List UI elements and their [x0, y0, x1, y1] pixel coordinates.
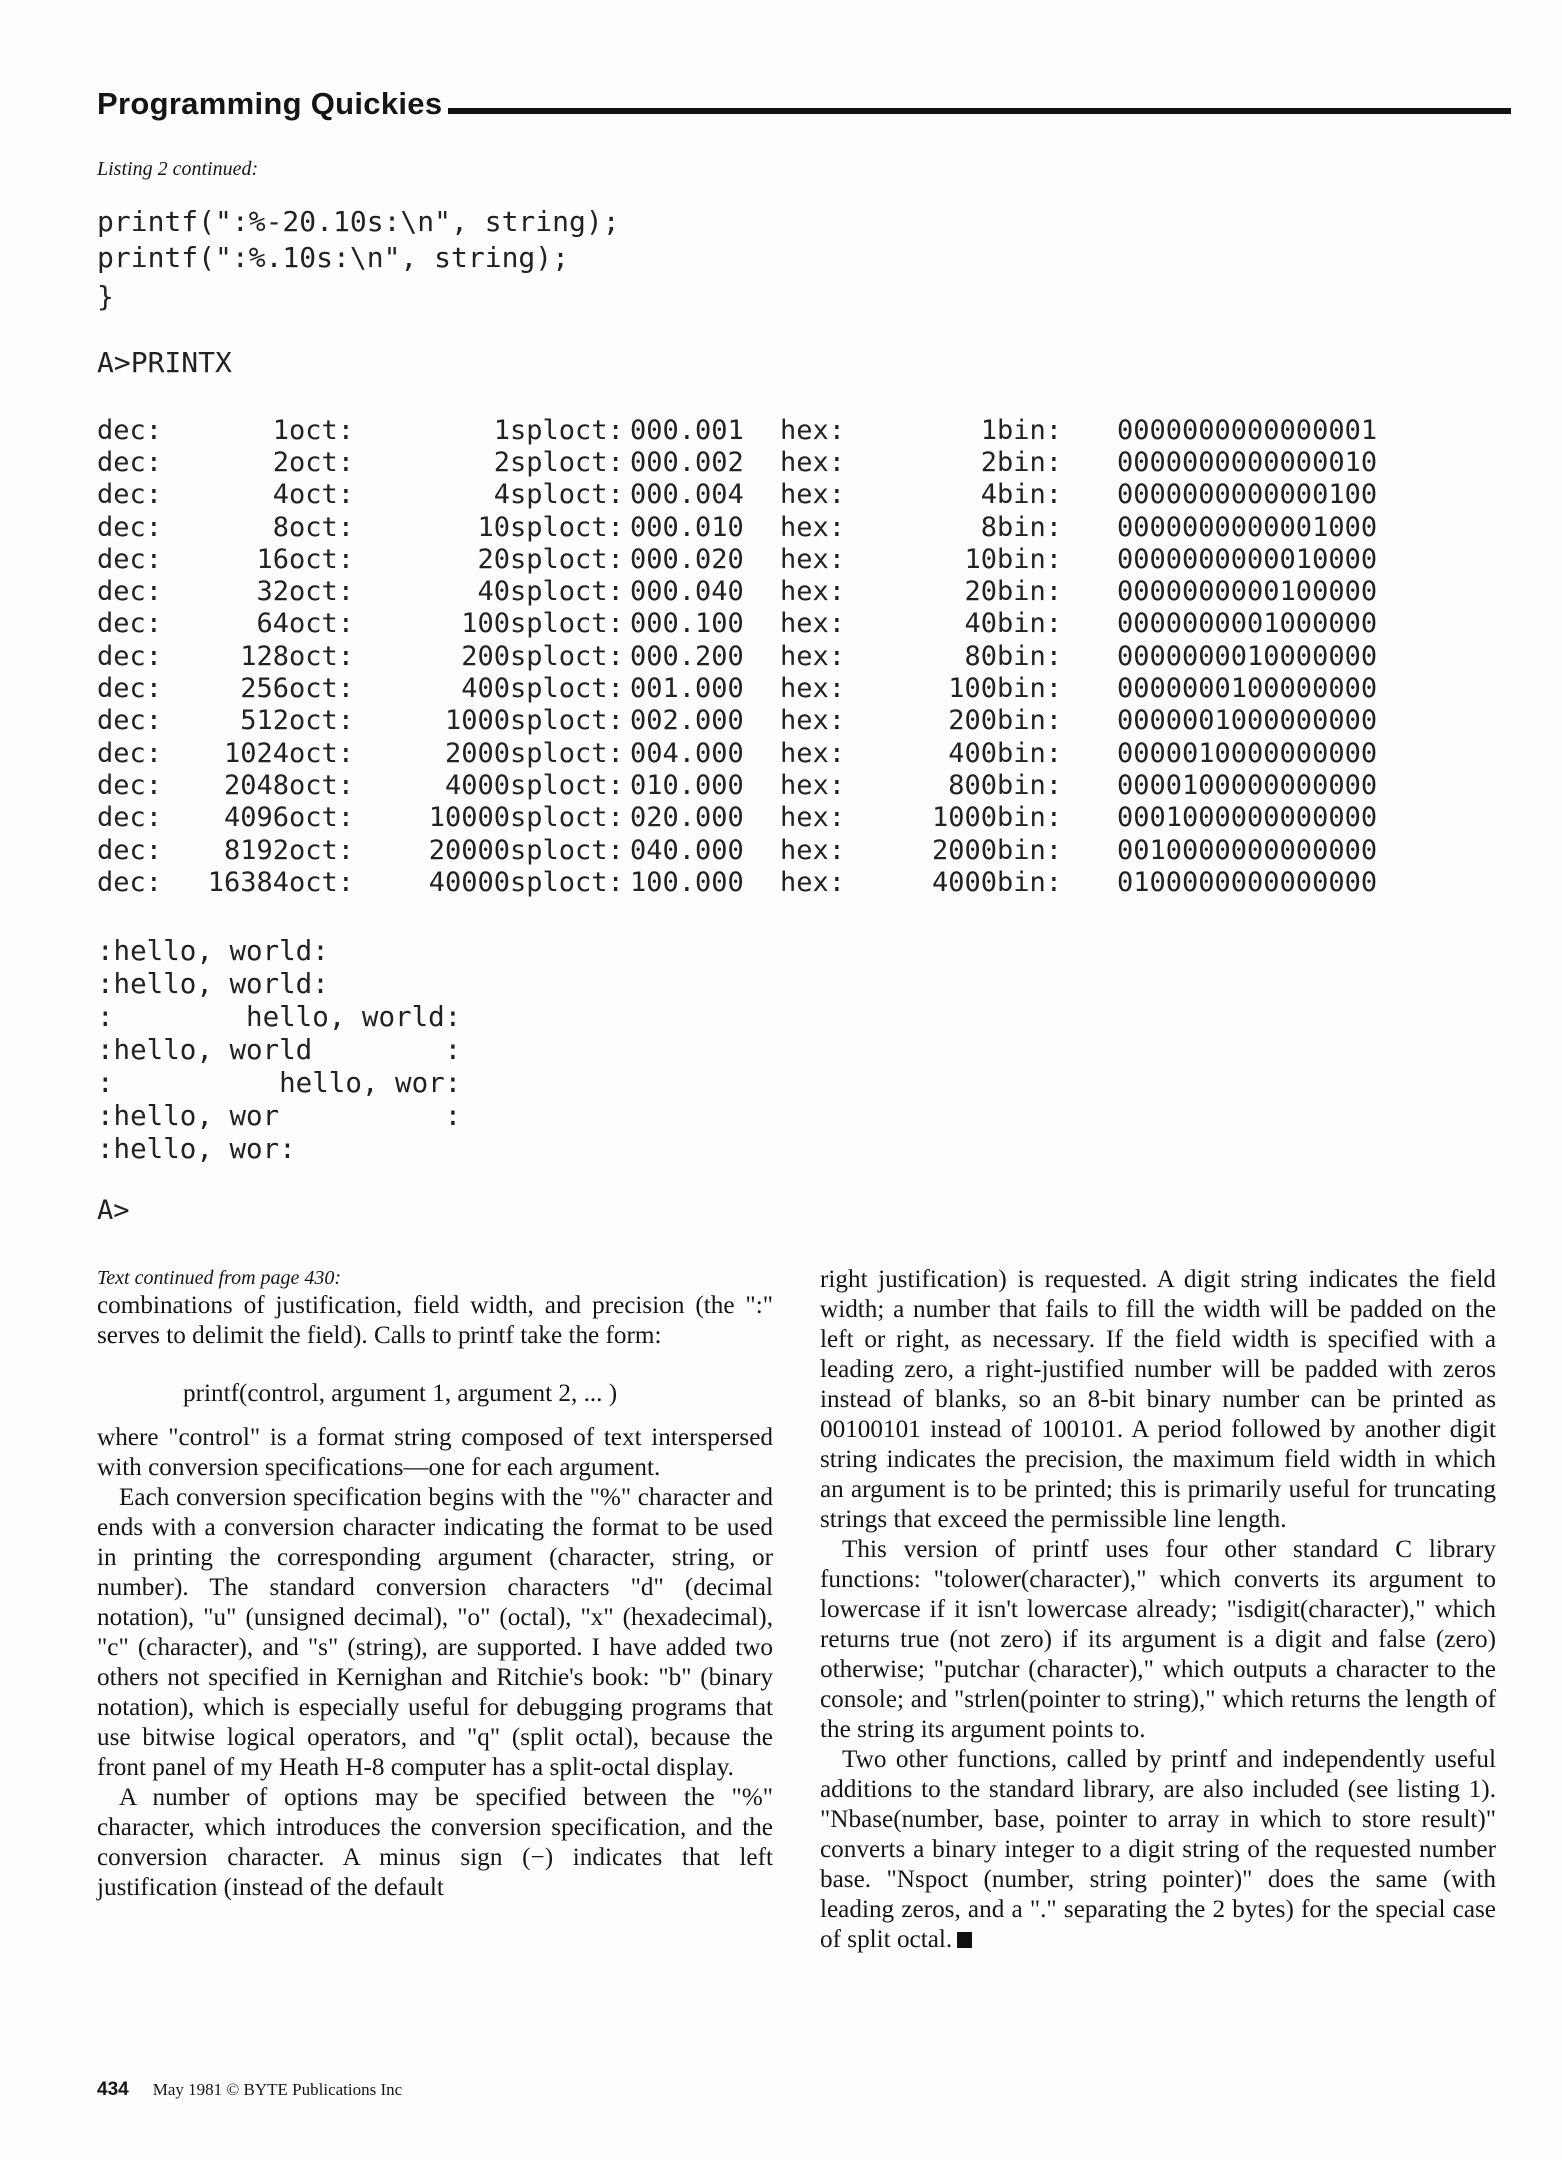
oct-value: 10 [477, 511, 510, 543]
bin-value: 0100000000000000 [1117, 866, 1378, 898]
oct-value: 400 [461, 673, 510, 705]
oct-label: oct: [289, 511, 355, 543]
dec-value: 128 [240, 640, 289, 672]
table-row [97, 479, 1437, 511]
hex-value: 2 [980, 446, 997, 478]
sploct-value: 010.000 [630, 769, 744, 801]
dec-label: dec: [97, 446, 163, 478]
hex-label: hex: [780, 608, 846, 640]
sploct-label: sploct: [510, 414, 624, 446]
hex-value: 20 [964, 576, 997, 608]
hex-label: hex: [780, 446, 846, 478]
hex-value: 1 [980, 414, 997, 446]
oct-label: oct: [289, 446, 355, 478]
hex-label: hex: [780, 640, 846, 672]
sploct-value: 000.002 [630, 446, 744, 478]
sploct-value: 001.000 [630, 673, 744, 705]
hex-value: 2000 [931, 834, 997, 866]
table-row [97, 802, 1437, 834]
sploct-label: sploct: [510, 705, 624, 737]
oct-label: oct: [289, 802, 355, 834]
hello-line: :hello, wor: [97, 1133, 296, 1165]
bin-label: bin: [997, 866, 1063, 898]
oct-value: 20 [477, 543, 510, 575]
dec-value: 1 [272, 414, 289, 446]
sploct-label: sploct: [510, 543, 624, 575]
hex-value: 100 [948, 673, 997, 705]
dec-label: dec: [97, 769, 163, 801]
end-mark-icon [957, 1932, 972, 1948]
bin-label: bin: [997, 576, 1063, 608]
hex-value: 200 [948, 705, 997, 737]
sploct-label: sploct: [510, 802, 624, 834]
hex-label: hex: [780, 769, 846, 801]
table-row [97, 511, 1437, 543]
bin-label: bin: [997, 705, 1063, 737]
section-title: Programming Quickies [97, 86, 443, 121]
bin-value: 0000000000000001 [1117, 414, 1378, 446]
dec-label: dec: [97, 640, 163, 672]
oct-value: 40000 [428, 866, 510, 898]
hex-value: 40 [964, 608, 997, 640]
oct-label: oct: [289, 640, 355, 672]
hello-line: :hello, world : [97, 1034, 462, 1066]
run-prompt: A>PRINTX [97, 346, 232, 379]
hex-value: 800 [948, 769, 997, 801]
bin-label: bin: [997, 543, 1063, 575]
sploct-label: sploct: [510, 511, 624, 543]
sploct-label: sploct: [510, 737, 624, 769]
oct-label: oct: [289, 543, 355, 575]
dec-value: 256 [240, 673, 289, 705]
paragraph: combinations of justification, field width, and precision (the ":" serves to delimit the field). Calls to printf take the form: [97, 1292, 773, 1349]
oct-value: 200 [461, 640, 510, 672]
table-row [97, 543, 1437, 575]
dec-label: dec: [97, 608, 163, 640]
hex-value: 80 [964, 640, 997, 672]
hex-value: 400 [948, 737, 997, 769]
bin-label: bin: [997, 802, 1063, 834]
dec-value: 16384 [207, 866, 289, 898]
bin-label: bin: [997, 446, 1063, 478]
listing-caption: Listing 2 continued: [97, 158, 259, 180]
dec-label: dec: [97, 673, 163, 705]
hex-value: 4 [980, 479, 997, 511]
hex-label: hex: [780, 543, 846, 575]
paragraph [820, 1745, 1496, 1955]
hex-label: hex: [780, 576, 846, 608]
table-row [97, 737, 1437, 769]
oct-label: oct: [289, 737, 355, 769]
output-table [97, 414, 1437, 898]
sploct-label: sploct: [510, 834, 624, 866]
sploct-value: 000.020 [630, 543, 744, 575]
sploct-value: 000.100 [630, 608, 744, 640]
section-header [97, 86, 1511, 122]
dec-value: 64 [256, 608, 289, 640]
footer-credit: May 1981 © BYTE Publications Inc [152, 2080, 403, 2099]
oct-label: oct: [289, 479, 355, 511]
bin-label: bin: [997, 769, 1063, 801]
dec-value: 16 [256, 543, 289, 575]
paragraph-text: Two other functions, called by printf and independently useful additions to the standard library, are also included (see listing 1). "Nbase(number, base, pointer to array in which to store result)" converts a binary integer to a digit string of the requested number base. "Nspoct (number, string pointer)" does the same (with leading zeros, and a "." separating the 2 bytes) for the special case of split octal. [820, 1746, 1496, 1953]
dec-label: dec: [97, 705, 163, 737]
table-row [97, 640, 1437, 672]
sploct-label: sploct: [510, 769, 624, 801]
dec-value: 2 [272, 446, 289, 478]
hello-line: :hello, world: [97, 935, 329, 967]
hex-value: 8 [980, 511, 997, 543]
hex-label: hex: [780, 479, 846, 511]
bin-value: 0000000000010000 [1117, 543, 1378, 575]
dec-label: dec: [97, 802, 163, 834]
bin-value: 0000000100000000 [1117, 673, 1378, 705]
sploct-label: sploct: [510, 446, 624, 478]
hex-label: hex: [780, 866, 846, 898]
sploct-label: sploct: [510, 608, 624, 640]
sploct-value: 004.000 [630, 737, 744, 769]
paragraph: Each conversion specification begins with the "%" character and ends with a conversion character indicating the format to be used in printing the corresponding argument (character, string, or number). The standard conversion characters "d" (decimal notation), "u" (unsigned decimal), "o" (octal), "x" (hexadecimal), "c" (character), and "s" (string), are supported. I have added two others not specified in Kernighan and Ritchie's book: "b" (binary notation), which is especially useful for debugging programs that use bitwise logical operators, and "q" (split octal), because the front panel of my Heath H-8 computer has a split-octal display. [97, 1484, 773, 1781]
table-row [97, 866, 1437, 898]
dec-value: 4 [272, 479, 289, 511]
header-rule [448, 108, 1511, 114]
oct-value: 1000 [444, 705, 510, 737]
table-row [97, 705, 1437, 737]
dec-label: dec: [97, 479, 163, 511]
dec-label: dec: [97, 511, 163, 543]
sploct-value: 020.000 [630, 802, 744, 834]
sploct-value: 100.000 [630, 866, 744, 898]
bin-label: bin: [997, 608, 1063, 640]
dec-value: 1024 [223, 737, 289, 769]
paragraph: This version of printf uses four other standard C library functions: "tolower(character)," which converts its argument to lowercase if it isn't lowercase already; "isdigit(character)," which returns true (not zero) if its argument is a digit and false (zero) otherwise; "putchar (character)," which outputs a character to the console; and "strlen(pointer to string)," which returns the length of the string its argument points to. [820, 1536, 1496, 1743]
sploct-value: 000.040 [630, 576, 744, 608]
table-row [97, 769, 1437, 801]
sploct-value: 000.200 [630, 640, 744, 672]
oct-value: 2 [493, 446, 510, 478]
bin-value: 0000000000001000 [1117, 511, 1378, 543]
sploct-value: 000.010 [630, 511, 744, 543]
oct-label: oct: [289, 608, 355, 640]
sploct-value: 000.004 [630, 479, 744, 511]
dec-label: dec: [97, 834, 163, 866]
bin-value: 0000000000000010 [1117, 446, 1378, 478]
hex-label: hex: [780, 737, 846, 769]
dec-label: dec: [97, 866, 163, 898]
paragraph: where "control" is a format string composed of text interspersed with conversion specifications—one for each argument. [97, 1424, 773, 1481]
dec-value: 512 [240, 705, 289, 737]
hex-label: hex: [780, 802, 846, 834]
hello-line: : hello, wor: [97, 1067, 462, 1099]
hex-label: hex: [780, 511, 846, 543]
dec-value: 4096 [223, 802, 289, 834]
oct-value: 4 [493, 479, 510, 511]
hello-line: :hello, world: [97, 968, 329, 1000]
hex-label: hex: [780, 834, 846, 866]
oct-value: 40 [477, 576, 510, 608]
oct-label: oct: [289, 769, 355, 801]
oct-label: oct: [289, 866, 355, 898]
bin-label: bin: [997, 834, 1063, 866]
table-row [97, 608, 1437, 640]
code-line: } [97, 280, 114, 313]
table-row [97, 414, 1437, 446]
oct-value: 2000 [444, 737, 510, 769]
sploct-value: 040.000 [630, 834, 744, 866]
bin-value: 0010000000000000 [1117, 834, 1378, 866]
oct-value: 4000 [444, 769, 510, 801]
oct-value: 100 [461, 608, 510, 640]
code-line: printf(":%.10s:\n", string); [97, 241, 570, 274]
dec-value: 8 [272, 511, 289, 543]
table-row [97, 672, 1437, 704]
bin-label: bin: [997, 737, 1063, 769]
dec-value: 2048 [223, 769, 289, 801]
paragraph: A number of options may be specified between the "%" character, which introduces the conversion specification, and the conversion character. A minus sign (−) indicates that left justification (instead of the default [97, 1784, 773, 1901]
bin-value: 0000000001000000 [1117, 608, 1378, 640]
oct-label: oct: [289, 414, 355, 446]
continued-note: Text continued from page 430: [97, 1267, 342, 1289]
paragraph: right justification) is requested. A digit string indicates the field width; a number that fails to fill the width will be padded on the left or right, as necessary. If the field width is specified with a leading zero, a right-justified number will be padded with zeros instead of blanks, so an 8-bit binary number can be printed as 00100101 instead of 100101. A period followed by another digit string indicates the precision, the maximum field width in which an argument is to be printed; this is primarily useful for truncating strings that exceed the permissible line length. [820, 1266, 1496, 1533]
oct-value: 20000 [428, 834, 510, 866]
hello-line: : hello, world: [97, 1001, 462, 1033]
sploct-value: 002.000 [630, 705, 744, 737]
bin-label: bin: [997, 673, 1063, 705]
hex-label: hex: [780, 414, 846, 446]
oct-label: oct: [289, 673, 355, 705]
bin-value: 0000000000100000 [1117, 576, 1378, 608]
hello-line: :hello, wor : [97, 1100, 462, 1132]
printf-form: printf(control, argument 1, argument 2, ... ) [183, 1380, 618, 1407]
oct-value: 1 [493, 414, 510, 446]
dec-value: 8192 [223, 834, 289, 866]
table-row [97, 446, 1437, 478]
code-line: printf(":%-20.10s:\n", string); [97, 205, 620, 238]
bin-value: 0000100000000000 [1117, 769, 1378, 801]
bin-label: bin: [997, 640, 1063, 672]
table-row [97, 575, 1437, 607]
sploct-label: sploct: [510, 866, 624, 898]
sploct-label: sploct: [510, 576, 624, 608]
hello-output [97, 935, 461, 1166]
sploct-label: sploct: [510, 640, 624, 672]
bin-label: bin: [997, 479, 1063, 511]
hex-label: hex: [780, 705, 846, 737]
oct-label: oct: [289, 834, 355, 866]
dec-label: dec: [97, 737, 163, 769]
hex-value: 4000 [931, 866, 997, 898]
oct-label: oct: [289, 576, 355, 608]
sploct-value: 000.001 [630, 414, 744, 446]
end-prompt: A> [97, 1195, 130, 1226]
article-right-column [820, 1265, 1496, 1955]
bin-value: 0000010000000000 [1117, 737, 1378, 769]
dec-label: dec: [97, 543, 163, 575]
dec-label: dec: [97, 414, 163, 446]
sploct-label: sploct: [510, 673, 624, 705]
page-footer [97, 2079, 402, 2101]
hex-value: 1000 [931, 802, 997, 834]
bin-value: 0000000000000100 [1117, 479, 1378, 511]
bin-value: 0000000010000000 [1117, 640, 1378, 672]
oct-value: 10000 [428, 802, 510, 834]
hex-label: hex: [780, 673, 846, 705]
dec-value: 32 [256, 576, 289, 608]
dec-label: dec: [97, 576, 163, 608]
bin-label: bin: [997, 511, 1063, 543]
bin-label: bin: [997, 414, 1063, 446]
bin-value: 0000001000000000 [1117, 705, 1378, 737]
bin-value: 0001000000000000 [1117, 802, 1378, 834]
oct-label: oct: [289, 705, 355, 737]
article-left-column [97, 1265, 773, 1903]
sploct-label: sploct: [510, 479, 624, 511]
table-row [97, 834, 1437, 866]
page-number: 434 [97, 2079, 129, 2100]
hex-value: 10 [964, 543, 997, 575]
